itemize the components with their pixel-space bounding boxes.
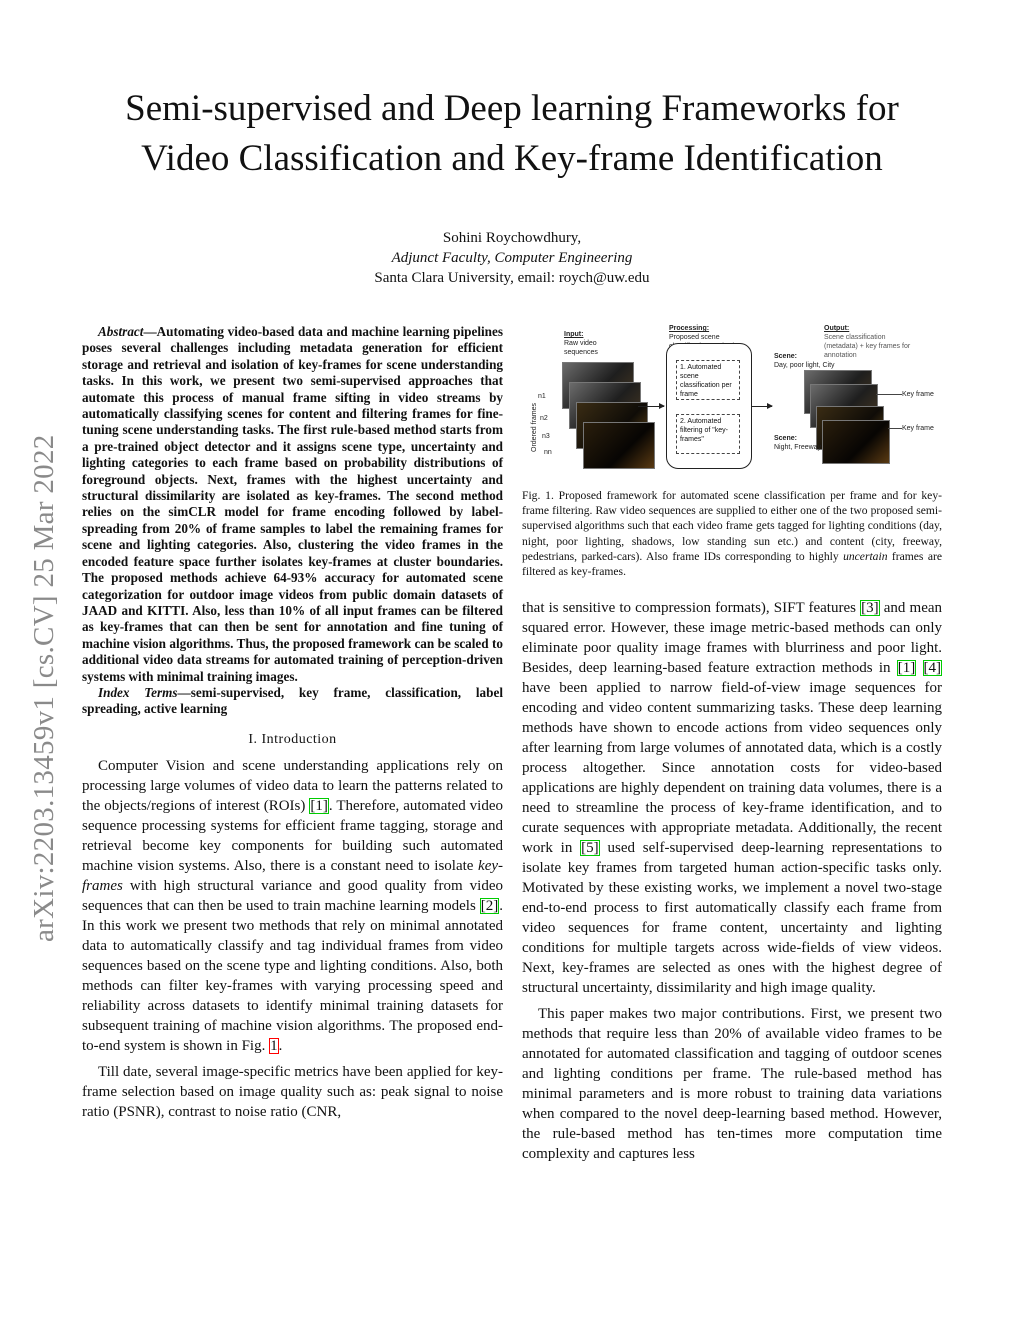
caption-text: Fig. 1. Proposed framework for automated scene classification per frame and for key-frame filtering. Raw video sequences are supplied to either one of the two proposed semi-supervised algorithms such that each video frame gets tagged for lighting conditions (day, night, poor lighting, shadows, low standing sun etc.) and content (city, freeway, pedestrians, parked-cars). Also frame IDs corresponding to highly [522,489,942,563]
caption-text: frames are filtered as key-frames. [522,549,942,579]
processing-title: Processing: [669,325,710,332]
intro-paragraph-1 [82,756,503,1056]
title-line-2: Video Classification and Key-frame Identification [141,138,883,179]
text-run: Computer Vision and scene understanding applications rely on processing large volumes of video data to learn the patterns related to the objects/regions of interest (ROIs) [82,757,503,814]
text-run: with high structural variance and good quality from video sequences that can then be used to train machine learning models [82,877,503,914]
ordered-frames-label: Ordered frames [531,402,538,452]
citation-link[interactable]: [1] [897,660,916,676]
frame-label-n3: n3 [542,433,550,440]
index-terms-text: —semi-supervised, key frame, classification, label spreading, active learning [82,684,503,717]
index-terms [82,685,503,718]
arxiv-stamp: arXiv:2203.13459v1 [cs.CV] 25 Mar 2022 [28,434,60,942]
right-column [522,598,942,1170]
abstract-lead: Abstract [98,324,144,339]
citation-link[interactable]: [2] [480,897,499,914]
figure-1-caption [522,488,942,579]
left-column [82,324,503,1128]
input-text: Raw video sequences [564,340,598,356]
output-text: Scene classification (metadata) + key frames for annotation [824,334,911,359]
abstract-text: —Automating video-based data and machine learning pipelines poses several challenges including metadata generation for efficient storage and retrieval and isolation of key-frames for scene understanding tasks. In this work, we present two semi-supervised approaches that automate this process of manual frame sifting in video streams by automatically classifying scenes for content and filtering frames for fine-tuning scene understanding tasks. The first rule-based method starts from a pre-trained object detector and it assigns scene type, uncertainty and lighting categories to each frame based on probability distributions of foreground objects. Next, frames with the highest uncertainty and structural dissimilarity are isolated as key-frames. The second method relies on the simCLR model for frame encoding followed by label-spreading from 20% of frame samples to label the remaining frames for scene and lighting categories. Also, clustering the video frames in the encoded feature space further isolates key-frames at cluster boundaries. The proposed methods achieve 64-93% accuracy for automated scene categorization for outdoor image videos from public domain datasets of JAAD and KITTI. Also, less than 10% of all input frames can be filtered as key-frames that can then be sent for annotation and fine tuning of machine vision algorithms. Thus, the proposed framework can be scaled to additional video data streams for automated training of perception-driven systems with minimal training images. [82,324,503,684]
paper-title [60,84,964,184]
citation-link[interactable]: [5] [581,840,599,856]
abstract [82,324,503,685]
citation-link[interactable]: [4] [923,660,941,676]
processing-text: Proposed scene [669,334,720,341]
title-line-1: Semi-supervised and Deep learning Frameworks for [125,88,899,129]
keyframe-1-pointer [876,394,902,395]
input-frame-4 [583,422,655,469]
author-affiliation: Adjunct Faculty, Computer Engineering [391,250,633,266]
intro-paragraph-2: Till date, several image-specific metrics have been applied for key-frame selection based on image quality such as: peak signal to noise ratio (PSNR), contrast to noise ratio (CNR, [82,1063,503,1120]
right-paragraph-2: This paper makes two major contributions. First, we present two methods that require less than 20% of available video frames to be annotated for automated classification and tagging of outdoor scenes and lighting conditions per frame. The rule-based method has minimal parameters and is more robust to training data variations when compared to the novel deep-learning based method. However, the rule-based method has ten-times more computation time complexity and captures less [522,1006,942,1162]
scene-1-label [774,352,835,370]
frame-label-nn: nn [544,449,552,456]
text-run: . Therefore, automated video sequence processing systems for efficient frame tagging, storage and retrieval become key components for building such automated machine vision systems. Also, there is a constant need to isolate [82,797,504,874]
scene-2-title: Scene: [774,435,797,442]
output-label [824,324,914,360]
text-run: that is sensitive to compression formats), SIFT features [522,600,861,616]
text-run: . In this work we present two methods that rely on minimal annotated data to automatically classify and tag individual frames from video sequences based on the scene type and lighting conditions. Also, both methods can filter key-frames with varying processing speed and reliability across datasets to identify minimal training datasets for subsequent training of machine vision algorithms. The proposed end-to-end system is shown in Fig. [82,897,503,1054]
keyframe-2-label: Key frame [902,425,934,432]
output-title: Output: [824,325,850,332]
keyword: key-frames [82,857,503,894]
author-name: Sohini Roychowdhury, [442,230,582,246]
input-label [564,330,604,357]
figure-1 [522,322,942,482]
output-frame-4 [822,420,890,464]
scene-2-text: Night, Freeway [774,444,822,451]
arrow-input-to-processing [638,406,664,407]
author-university: Santa Clara University, email: roych@uw.edu [374,270,650,286]
text-run: have been applied to narrow field-of-view image sequences for encoding and video content summarizing tasks. These deep learning methods have shown to encode actions from video sequences only after learning from large volumes of annotated data, which is a costly process altogether. Since annotation costs for video-based applications are highly dependent on training data volumes, there is a need to streamline the process of key-frame identification, and to curate sequences with appropriate metadata. Additionally, the recent work in [522,680,942,856]
scene-2-label [774,434,821,452]
keyframe-2-pointer [888,428,902,429]
citation-link[interactable]: [3] [861,600,879,616]
text-run: and mean squared error. However, these image metric-based methods can only eliminate poor quality image frames with blurriness and poor light. Besides, deep learning-based feature extraction methods in [522,600,943,676]
frame-label-n2: n2 [540,415,548,422]
processing-box [666,343,752,469]
frame-label-n1: n1 [538,393,546,400]
step-1-box: 1. Automated scene classification per frame [676,360,740,400]
text-run: used self-supervised deep-learning representations to isolate key frames from targeted human action-specific tasks only. Motivated by these existing works, we implement a novel two-stage end-to-end process to first automatically classify each frame from video sequences for frame content, uncertainty and lighting conditions for multiple targets across wide-fields of view videos. Next, key-frames are selected as ones with the highest degree of structural uncertainty, dissimilarity and high image quality. [522,840,942,996]
figure-link[interactable]: 1 [270,1037,278,1054]
scene-1-title: Scene: [774,353,797,360]
scene-1-text: Day, poor light, City [774,362,835,369]
author-block [200,228,824,288]
input-title: Input: [564,331,584,338]
right-paragraph-1 [522,598,942,998]
arrow-processing-to-output [752,406,772,407]
section-heading: I. Introduction [248,731,337,747]
keyframe-1-label: Key frame [902,391,934,398]
index-terms-lead: Index Terms [98,684,178,700]
text-run: . [278,1037,283,1054]
step-2-box: 2. Automated filtering of "key-frames" [676,414,740,454]
citation-link[interactable]: [1] [310,797,328,814]
caption-keyword: uncertain [843,549,888,563]
